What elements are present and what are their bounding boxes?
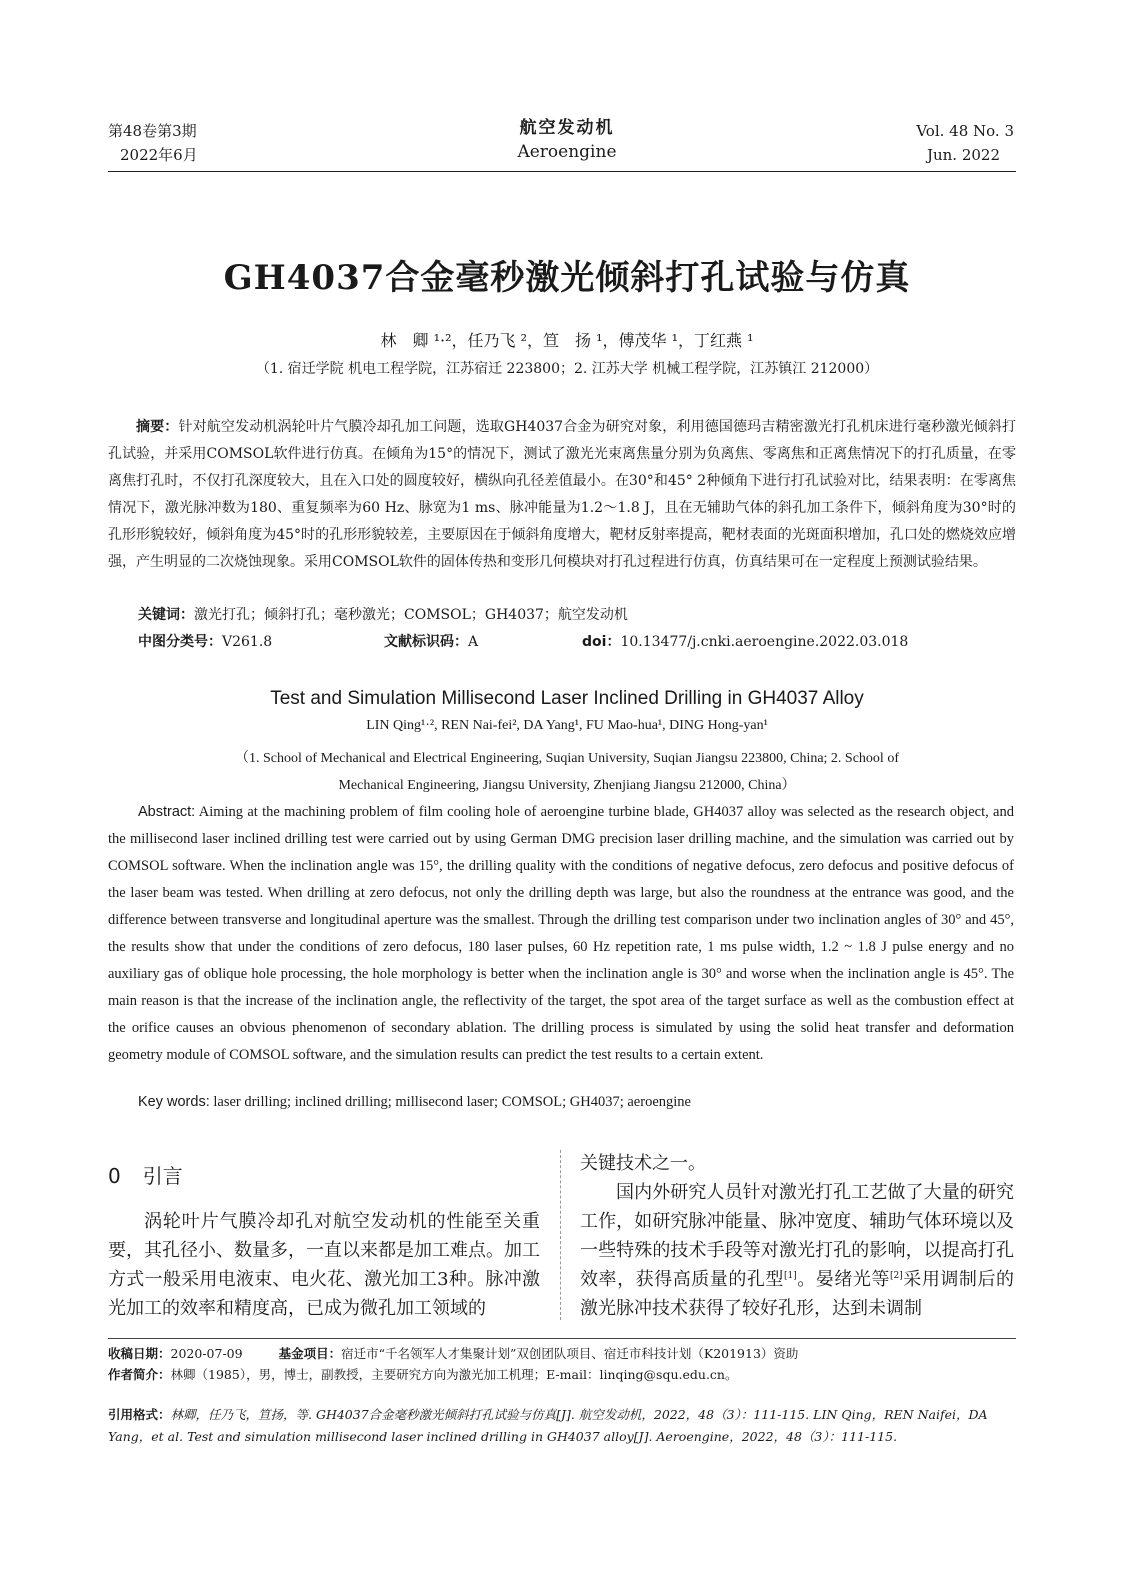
abstract-cn-label: 摘要：: [136, 419, 179, 435]
keywords-en-text: laser drilling; inclined drilling; millisecond laser; COMSOL; GH4037; aeroengine: [213, 1094, 691, 1110]
footnote-author: [108, 1365, 1016, 1385]
body-right-continuation: 关键技术之一。: [580, 1153, 706, 1174]
received-label: 收稿日期：: [108, 1346, 171, 1361]
header-rule: [108, 171, 1016, 172]
abstract-cn: [108, 414, 1016, 576]
clc-number: [138, 631, 272, 651]
clc-label: 中图分类号：: [138, 634, 222, 650]
doc-code-label: 文献标识码：: [384, 634, 468, 650]
citation-format: [108, 1404, 1014, 1448]
column-divider: [560, 1150, 561, 1320]
fund-label: 基金项目：: [278, 1346, 342, 1361]
doi-label: doi：: [582, 634, 621, 650]
doi: [582, 631, 908, 651]
abstract-en-text: Aiming at the machining problem of film cooling hole of aeroengine turbine blade, GH4037 alloy was selected as the research object, and the millisecond laser inclined drilling test were carried out by using German DMG precision laser drilling machine, and the simulation was carried out by COMSOL software. When the inclination angle was 15°, the drilling quality with the conditions of negative defocus, zero defocus and positive defocus of the laser beam was tested. When drilling at zero defocus, not only the drilling depth was large, but also the roundness at the entrance was good, and the difference between transverse and longitudinal aperture was the smallest. Through the drilling test comparison under two inclination angles of 30° and 45°, the results show that under the conditions of zero defocus, 180 laser pulses, 60 Hz repetition rate, 1 ms pulse width, 1.2 ~ 1.8 J pulse energy and no auxiliary gas of oblique hole processing, the hole morphology is better when the inclination angle is 30° and worse when the inclination angle is 45°. The main reason is that the increase of the inclination angle, the reflectivity of the target, the spot area of the target surface as well as the combustion effect at the orifice causes an obvious phenomenon of secondary ablation. The drilling process is simulated by using the solid heat transfer and deformation geometry module of COMSOL software, and the simulation results can predict the test results to a certain extent.: [108, 804, 1014, 1063]
reference-2[interactable]: [2]: [890, 1271, 903, 1281]
doc-code-value: A: [468, 634, 479, 650]
fund-value: 宿迁市“千名领军人才集聚计划”双创团队项目、宿迁市科技计划（K201913）资助: [341, 1346, 799, 1361]
affiliation-cn: （1. 宿迁学院 机电工程学院，江苏宿迁 223800；2. 江苏大学 机械工程学院，江苏镇江 212000）: [255, 361, 879, 377]
right-para-part1: 国内外研究人员针对激光打孔工艺做了大量的研究工作，如研究脉冲能量、脉冲宽度、辅助气体环境以及一些特殊的技术手段等对激光打孔的影响，以提高打孔效率，获得高质量的孔型: [580, 1182, 1014, 1290]
author-bio-label: 作者简介：: [108, 1367, 171, 1382]
citation-label: 引用格式：: [108, 1407, 171, 1422]
section-title: 引言: [142, 1164, 183, 1188]
section-number: 0: [108, 1164, 121, 1188]
journal-name-en: Aeroengine: [517, 142, 617, 162]
authors-cn: 林 卿 ¹·²，任乃飞 ²，笪 扬 ¹，傅茂华 ¹，丁红燕 ¹: [380, 331, 754, 350]
affiliation-en-line1: （1. School of Mechanical and Electrical Engineering, Suqian University, Suqian Jiangsu 223800, China; 2. School of: [235, 751, 899, 766]
keywords-cn-text: 激光打孔；倾斜打孔；毫秒激光；COMSOL；GH4037；航空发动机: [194, 607, 628, 623]
clc-value: V261.8: [222, 634, 273, 650]
section-heading: [108, 1160, 183, 1189]
date-cn: 2022年6月: [120, 146, 198, 164]
affiliation-en: [0, 745, 1134, 799]
doi-value[interactable]: 10.13477/j.cnki.aeroengine.2022.03.018: [620, 634, 909, 650]
abstract-cn-text: 针对航空发动机涡轮叶片气膜冷却孔加工问题，选取GH4037合金为研究对象，利用德国德玛吉精密激光打孔机床进行毫秒激光倾斜打孔试验，并采用COMSOL软件进行仿真。在倾角为15°的情况下，测试了激光光束离焦量分别为负离焦、零离焦和正离焦情况下的打孔质量，在零离焦打孔时，不仅打孔深度较大，且在入口处的圆度较好，横纵向孔径差值最小。在30°和45° 2种倾角下进行打孔试验对比，结果表明：在零离焦情况下，激光脉冲数为180、重复频率为60 Hz、脉宽为1 ms、脉冲能量为1.2～1.8 J，且在无辅助气体的斜孔加工条件下，倾斜角度为30°时的孔形形貌较好，倾斜角度为45°时的孔形形貌较差，主要原因在于倾斜角度增大，靶材反射率提高，靶材表面的光斑面积增加，孔口处的燃烧效应增强，产生明显的二次烧蚀现象。采用COMSOL软件的固体传热和变形几何模块对打孔过程进行仿真，仿真结果可在一定程度上预测试验结果。: [108, 419, 1016, 570]
right-para-part2: 。晏绪光等: [796, 1269, 890, 1290]
keywords-en-label: Key words:: [138, 1094, 210, 1110]
authors-en: LIN Qing¹·², REN Nai-fei², DA Yang¹, FU Mao-hua¹, DING Hong-yan¹: [366, 718, 768, 733]
volume-cn: 第48卷第3期: [108, 122, 197, 140]
journal-name-cn: 航空发动机: [519, 118, 615, 138]
abstract-en-label: Abstract:: [138, 804, 196, 820]
abstract-en: [108, 799, 1014, 1069]
received-value: 2020-07-09: [170, 1346, 243, 1361]
right-para-part3: 采用调制后的激光脉冲技术获得了较好孔形，达到未调制: [580, 1269, 1015, 1319]
document-code: [384, 631, 478, 651]
volume-en: Vol. 48 No. 3: [916, 122, 1014, 140]
footnote-rule: [108, 1338, 1016, 1339]
header-right: [916, 119, 1014, 167]
body-right-paragraph: [580, 1178, 1014, 1323]
keywords-cn: [138, 604, 628, 624]
paper-title-en: Test and Simulation Millisecond Laser Inclined Drilling in GH4037 Alloy: [270, 688, 864, 709]
reference-1[interactable]: [1]: [783, 1271, 797, 1281]
paper-title-cn: GH4037合金毫秒激光倾斜打孔试验与仿真: [223, 258, 911, 298]
footnote-dates-funding: [108, 1344, 1016, 1364]
keywords-en: [138, 1094, 691, 1111]
keywords-cn-label: 关键词：: [138, 607, 194, 623]
affiliation-en-line2: Mechanical Engineering, Jiangsu University, Zhenjiang Jiangsu 212000, China）: [338, 778, 796, 793]
author-bio-value: 林卿（1985），男，博士，副教授，主要研究方向为激光加工机理；E-mail：linqing@squ.edu.cn。: [170, 1367, 738, 1382]
body-left-column: 涡轮叶片气膜冷却孔对航空发动机的性能至关重要，其孔径小、数量多，一直以来都是加工难点。加工方式一般采用电液束、电火花、激光加工3种。脉冲激光加工的效率和精度高，已成为微孔加工领域的: [108, 1211, 540, 1319]
date-en: Jun. 2022: [926, 146, 1000, 164]
citation-text: 林卿，任乃飞，笪扬，等. GH4037合金毫秒激光倾斜打孔试验与仿真[J]. 航空发动机，2022，48（3）：111-115. LIN Qing，REN Naifei，DA Yang，et al. Test and simulation millisecond laser inclined drilling in GH4037 alloy[J]. Aeroengine，2022，48（3）：111-115.: [108, 1407, 988, 1444]
